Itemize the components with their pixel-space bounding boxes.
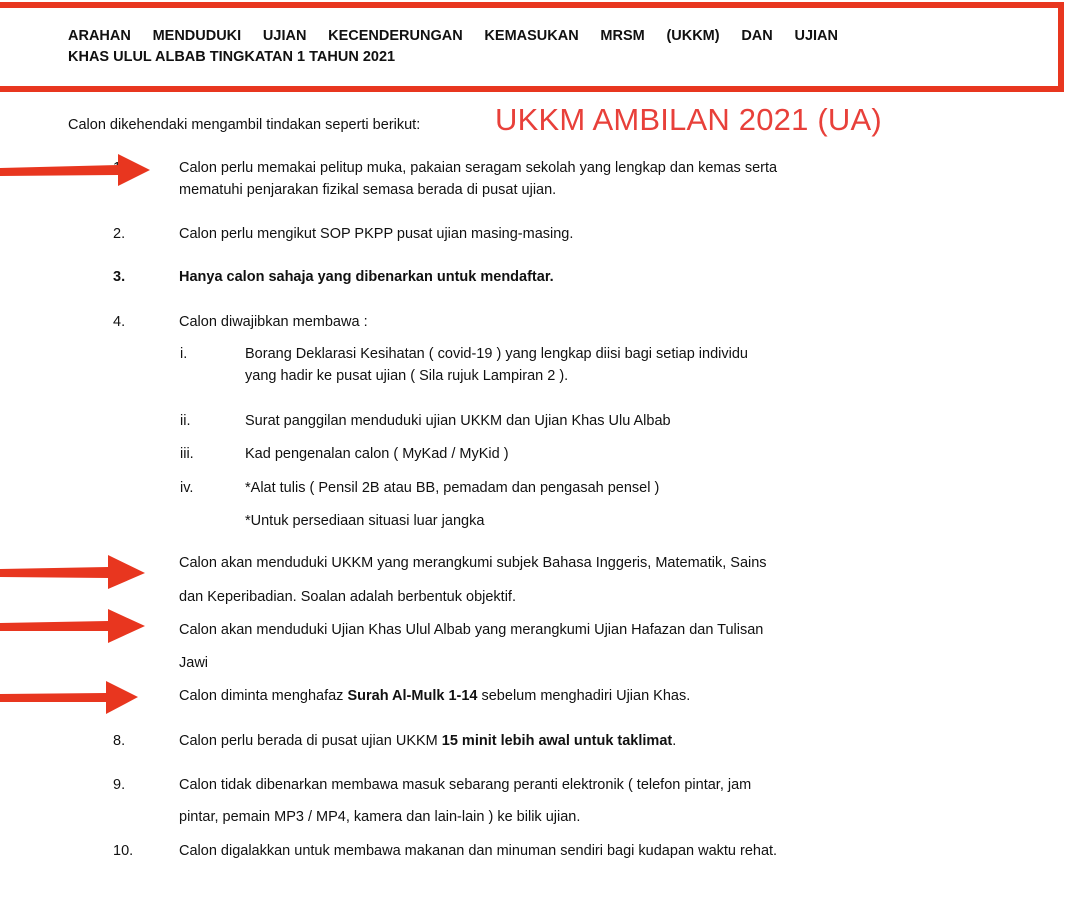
item-9-line-1: Calon tidak dibenarkan membawa masuk sebarang peranti elektronik ( telefon pintar, jam (179, 777, 752, 793)
item-10-text: Calon digalakkan untuk membawa makanan dan minuman sendiri bagi kudapan waktu rehat. (179, 843, 778, 859)
intro-text: Calon dikehendaki mengambil tindakan seperti berikut: (68, 117, 421, 133)
item-3-text: Hanya calon sahaja yang dibenarkan untuk mendaftar. (179, 269, 554, 285)
item-8-pre: Calon perlu berada di pusat ujian UKKM (179, 733, 442, 749)
item-9-number: 9. (113, 777, 126, 793)
item-1-line-2: mematuhi penjarakan fizikal semasa berada di pusat ujian. (179, 182, 557, 198)
document-title (68, 26, 838, 68)
item-1-line-1: Calon perlu memakai pelitup muka, pakaian seragam sekolah yang lengkap dan kemas serta (179, 160, 778, 176)
item-9-line-2: pintar, pemain MP3 / MP4, kamera dan lain-lain ) ke bilik ujian. (179, 809, 581, 825)
item-4-sub-i-text (245, 343, 748, 387)
item-2-text: Calon perlu mengikut SOP PKPP pusat ujian masing-masing. (179, 226, 574, 242)
item-8-number: 8. (113, 733, 126, 749)
item-6-line-2: Jawi (179, 655, 209, 671)
item-4-sub-ii-text: Surat panggilan menduduki ujian UKKM dan Ujian Khas Ulu Albab (245, 413, 671, 429)
item-3-number: 3. (113, 269, 126, 285)
red-arrow-icon (0, 551, 160, 591)
item-2-number: 2. (113, 226, 126, 242)
title-line-1: ARAHAN MENDUDUKI UJIAN KECENDERUNGAN KEMASUKAN MRSM (UKKM) DAN UJIAN (68, 28, 838, 44)
item-4-sub-iii-number: iii. (180, 446, 194, 462)
item-4-sub-iv-number: iv. (180, 480, 194, 496)
sub-i-line-1: Borang Deklarasi Kesihatan ( covid-19 ) yang lengkap diisi bagi setiap individu (245, 346, 748, 362)
title-line-2: KHAS ULUL ALBAB TINGKATAN 1 TAHUN 2021 (68, 49, 396, 65)
item-7-bold: Surah Al-Mulk 1-14 (347, 688, 478, 704)
item-5-line-1: Calon akan menduduki UKKM yang merangkumi subjek Bahasa Inggeris, Matematik, Sains (179, 555, 767, 571)
item-10-number: 10. (113, 843, 134, 859)
item-8-bold: 15 minit lebih awal untuk taklimat (441, 733, 673, 749)
item-1-text (179, 157, 777, 201)
item-8-post: . (672, 733, 677, 749)
item-7-post: sebelum menghadiri Ujian Khas. (477, 688, 691, 704)
item-5-line-2: dan Keperibadian. Soalan adalah berbentuk objektif. (179, 589, 516, 605)
item-4-sub-ii-number: ii. (180, 413, 191, 429)
item-8-text (179, 730, 676, 752)
item-4-sub-iv-text: *Alat tulis ( Pensil 2B atau BB, pemadam dan pengasah pensel ) (245, 480, 660, 496)
red-arrow-icon (0, 678, 160, 718)
item-4-text: Calon diwajibkan membawa : (179, 314, 368, 330)
handwritten-stamp: UKKM AMBILAN 2021 (UA) (495, 102, 882, 137)
item-4-sub-i-number: i. (180, 346, 188, 362)
item-6-line-1: Calon akan menduduki Ujian Khas Ulul Albab yang merangkumi Ujian Hafazan dan Tulisan (179, 622, 764, 638)
item-4-note: *Untuk persediaan situasi luar jangka (245, 513, 485, 529)
item-4-sub-iii-text: Kad pengenalan calon ( MyKad / MyKid ) (245, 446, 509, 462)
sub-i-line-2: yang hadir ke pusat ujian ( Sila rujuk Lampiran 2 ). (245, 368, 569, 384)
item-4-number: 4. (113, 314, 126, 330)
red-arrow-icon (0, 606, 160, 646)
item-7-text (179, 685, 690, 707)
item-7-pre: Calon diminta menghafaz (179, 688, 348, 704)
red-arrow-icon (0, 150, 160, 190)
